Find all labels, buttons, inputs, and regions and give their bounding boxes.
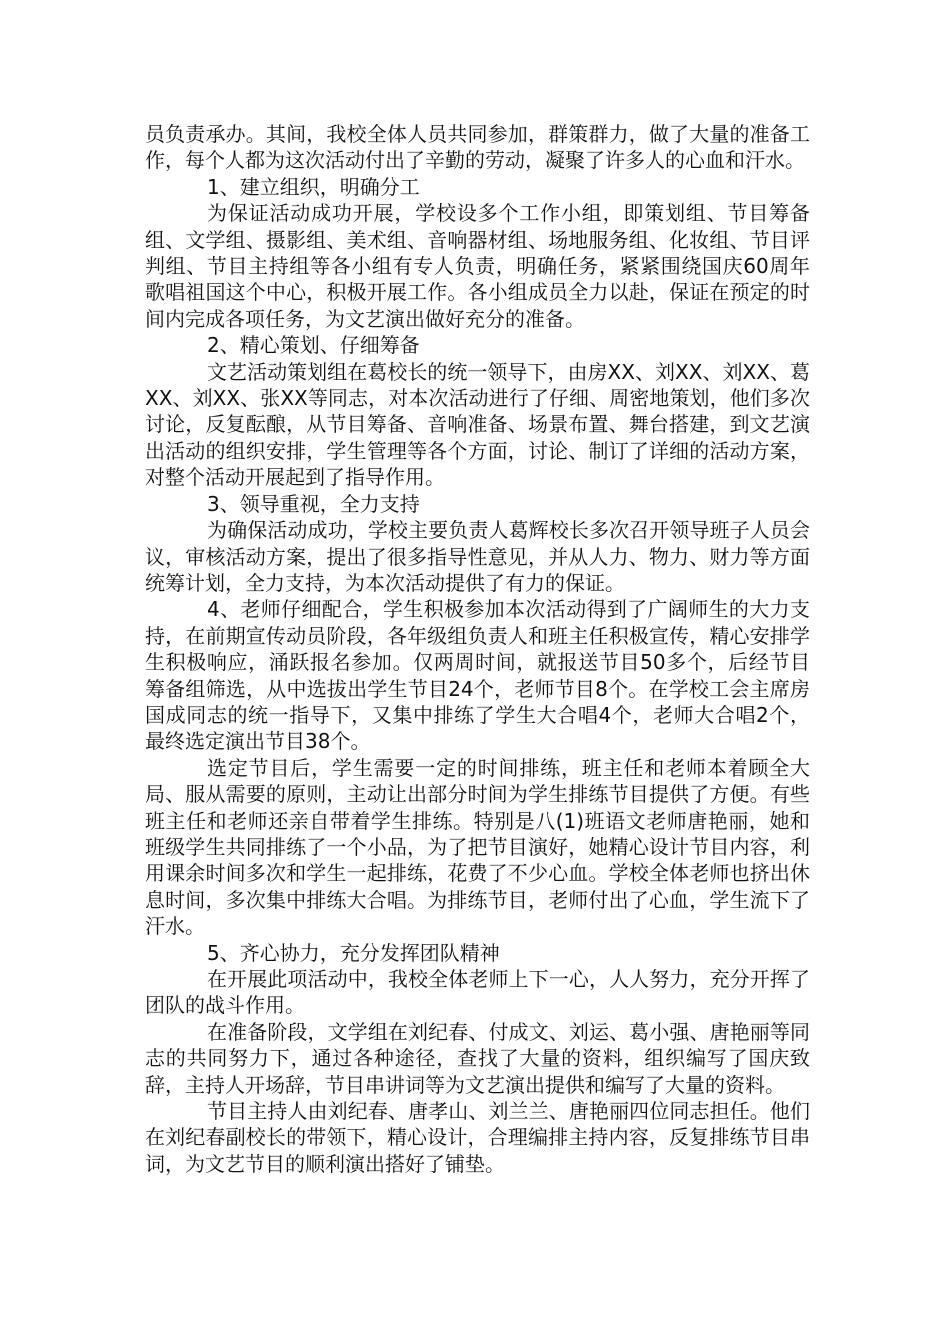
heading-1: 1、建立组织，明确分工 bbox=[207, 174, 420, 199]
paragraph-cooperation: 4、老师仔细配合，学生积极参加本次活动得到了广阔师生的大力支持，在前期宣传动员阶段，各年级组负责人和班主任积极宣传，精心安排学生积极响应，涌跃报名参加。仅两周时间，就报送节目50多个，后经节目筹备组筛选，从中选拔出学生节目24个，老师节目8个。在学校工会主席房国成同志的统一指导下，又集中排练了学生大合唱4个，老师大合唱2个，最终选定演出节目38个。 bbox=[145, 597, 810, 754]
paragraph-leadership: 为确保活动成功，学校主要负责人葛辉校长多次召开领导班子人员会议，审核活动方案，提出了很多指导性意见，并从人力、物力、财力等方面统筹计划，全力支持，为本次活动提供了有力的保证。 bbox=[145, 518, 810, 595]
paragraph-organization: 为保证活动成功开展，学校设多个工作小组，即策划组、节目筹备组、文学组、摄影组、美术组、音响器材组、场地服务组、化妆组、节目评判组、节目主持组等各小组有专人负责，明确任务，紧紧围绕国庆60周年歌唱祖国这个中心，积极开展工作。各小组成员全力以赴，保证在预定的时间内完成各项任务，为文艺演出做好充分的准备。 bbox=[145, 201, 810, 331]
paragraph-hosts: 节目主持人由刘纪春、唐孝山、刘兰兰、唐艳丽四位同志担任。他们在刘纪春副校长的带领下，精心设计，合理编排主持内容，反复排练节目串词，为文艺节目的顺利演出搭好了铺垫。 bbox=[145, 1099, 810, 1176]
heading-2: 2、精心策划、仔细筹备 bbox=[207, 333, 420, 358]
heading-3: 3、领导重视，全力支持 bbox=[207, 491, 420, 516]
paragraph-preparation: 在准备阶段，文学组在刘纪春、付成文、刘运、葛小强、唐艳丽等同志的共同努力下，通过各种途径，查找了大量的资料，组织编写了国庆致辞，主持人开场辞，节目串讲词等为文艺演出提供和编写了大量的资料。 bbox=[145, 1019, 810, 1097]
heading-5: 5、齐心协力，充分发挥团队精神 bbox=[207, 940, 500, 965]
document-body bbox=[145, 121, 810, 1177]
paragraph-intro: 员负责承办。其间，我校全体人员共同参加，群策群力，做了大量的准备工作，每个人都为这次活动付出了辛勤的劳动，凝聚了许多人的心血和汗水。 bbox=[145, 122, 810, 173]
paragraph-teamwork: 在开展此项活动中，我校全体老师上下一心，人人努力，充分开挥了团队的战斗作用。 bbox=[145, 967, 810, 1018]
paragraph-rehearsal: 选定节目后，学生需要一定的时间排练，班主任和老师本着顾全大局、服从需要的原则，主动让出部分时间为学生排练节目提供了方便。有些班主任和老师还亲自带着学生排练。特别是八(1)班语文老师唐艳丽，她和班级学生共同排练了一个小品，为了把节目演好，她精心设计节目内容，利用课余时间多次和学生一起排练，花费了不少心血。学校全体老师也挤出休息时间，多次集中排练大合唱。为排练节目，老师付出了心血，学生流下了汗水。 bbox=[145, 755, 810, 939]
paragraph-planning: 文艺活动策划组在葛校长的统一领导下，由房XX、刘XX、刘XX、葛XX、刘XX、张XX等同志，对本次活动进行了仔细、周密地策划，他们多次讨论，反复酝酿，从节目筹备、音响准备、场景布置、舞台搭建，到文艺演出活动的组织安排，学生管理等各个方面，讨论、制订了详细的活动方案，对整个活动开展起到了指导作用。 bbox=[145, 359, 810, 490]
